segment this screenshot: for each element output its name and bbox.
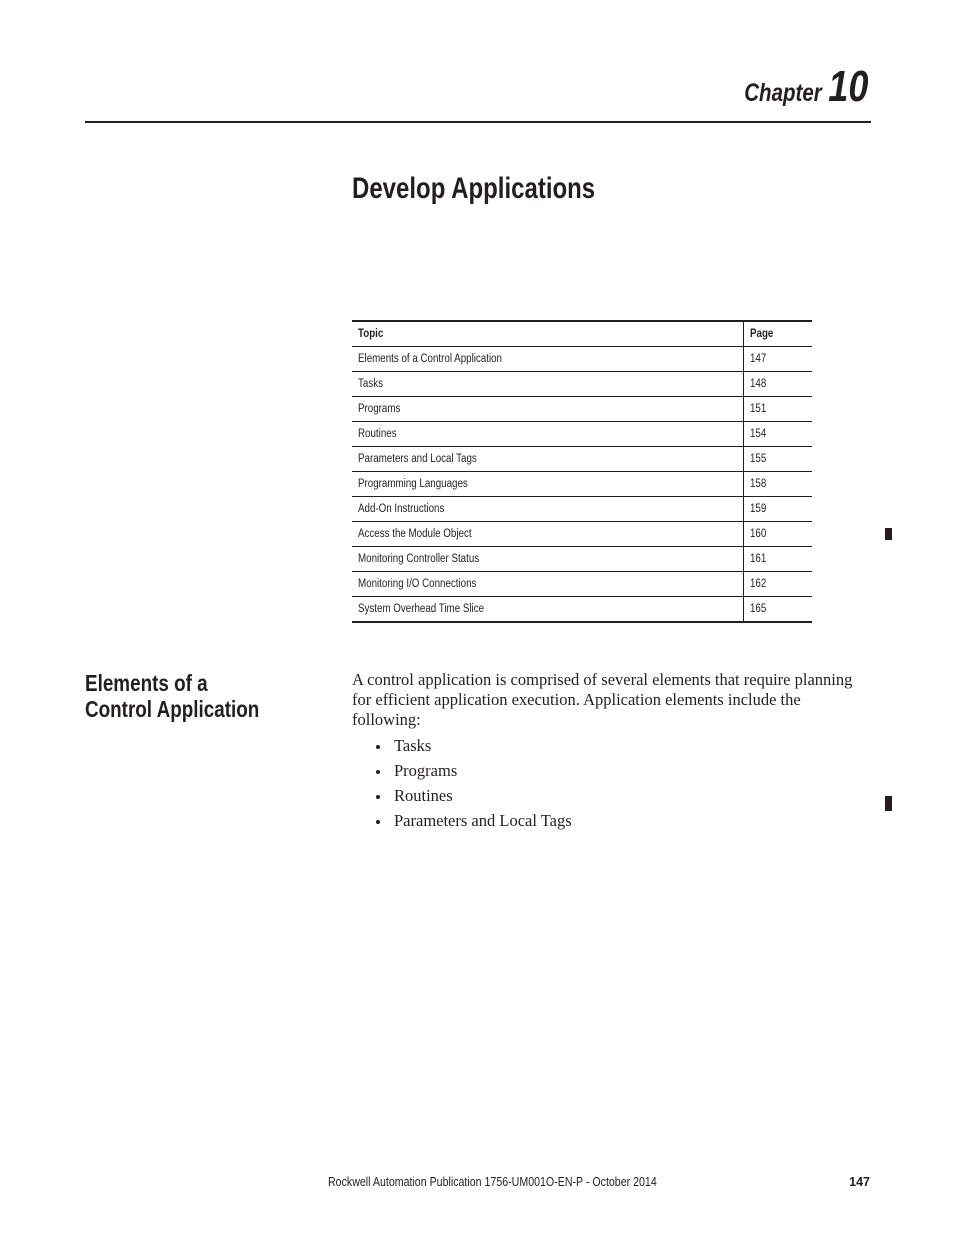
page-cell[interactable]: 158 — [744, 472, 813, 497]
topic-cell[interactable]: Parameters and Local Tags — [352, 447, 744, 472]
topic-cell[interactable]: Access the Module Object — [352, 522, 744, 547]
footer-publication: Rockwell Automation Publication 1756-UM001O-EN-P - October 2014 — [328, 1175, 657, 1189]
page-cell[interactable]: 147 — [744, 347, 813, 372]
list-item: Routines — [352, 786, 864, 811]
table-row — [352, 522, 812, 547]
topic-table — [352, 320, 812, 623]
bullet-list — [352, 736, 864, 836]
chapter-rule — [85, 121, 871, 123]
page-title: Develop Applications — [352, 172, 596, 205]
topic-cell[interactable]: Monitoring I/O Connections — [352, 572, 744, 597]
table-row — [352, 597, 812, 623]
topic-cell[interactable]: System Overhead Time Slice — [358, 603, 485, 615]
footer-page-number: 147 — [849, 1175, 870, 1189]
section-body — [352, 670, 864, 836]
table-row — [352, 572, 812, 597]
table-row — [352, 397, 812, 422]
page-cell[interactable]: 162 — [744, 572, 813, 597]
table-row — [352, 422, 812, 447]
table-row — [352, 547, 812, 572]
topic-cell[interactable]: Tasks — [352, 372, 744, 397]
table-row — [352, 347, 812, 372]
chapter-number: 10 — [827, 62, 868, 111]
page-cell[interactable]: 165 — [744, 597, 813, 623]
list-item: Parameters and Local Tags — [352, 811, 864, 836]
page-cell[interactable]: 161 — [744, 547, 813, 572]
page-cell[interactable]: 159 — [744, 497, 813, 522]
table-row — [352, 497, 812, 522]
table-header-row — [352, 321, 812, 347]
topic-column-header: Topic — [352, 321, 744, 347]
section-heading-line: Control Application — [85, 696, 260, 722]
page-cell[interactable]: 160 — [744, 522, 813, 547]
table-row — [352, 372, 812, 397]
page-column-header: Page — [744, 321, 813, 347]
page-cell[interactable]: 154 — [744, 422, 813, 447]
list-item: Tasks — [352, 736, 864, 761]
topic-cell[interactable]: Elements of a Control Application — [352, 347, 744, 372]
chapter-heading — [744, 62, 868, 112]
table-row — [352, 447, 812, 472]
topic-cell[interactable]: Routines — [352, 422, 744, 447]
page-cell[interactable]: 155 — [744, 447, 813, 472]
section-heading — [85, 670, 259, 722]
topic-cell[interactable]: Programs — [352, 397, 744, 422]
table-row — [352, 472, 812, 497]
list-item: Programs — [352, 761, 864, 786]
change-bar — [885, 796, 892, 811]
topic-cell[interactable]: Add-On Instructions — [352, 497, 744, 522]
change-bar — [885, 528, 892, 540]
topic-cell[interactable]: Monitoring Controller Status — [352, 547, 744, 572]
topic-cell[interactable]: Programming Languages — [352, 472, 744, 497]
section-heading-line: Elements of a — [85, 670, 208, 696]
page-cell[interactable]: 151 — [744, 397, 813, 422]
chapter-label: Chapter — [743, 79, 822, 107]
section-paragraph: A control application is comprised of several elements that require planning for efficient application execution. Application elements include the following: — [352, 670, 853, 729]
page-cell[interactable]: 148 — [744, 372, 813, 397]
